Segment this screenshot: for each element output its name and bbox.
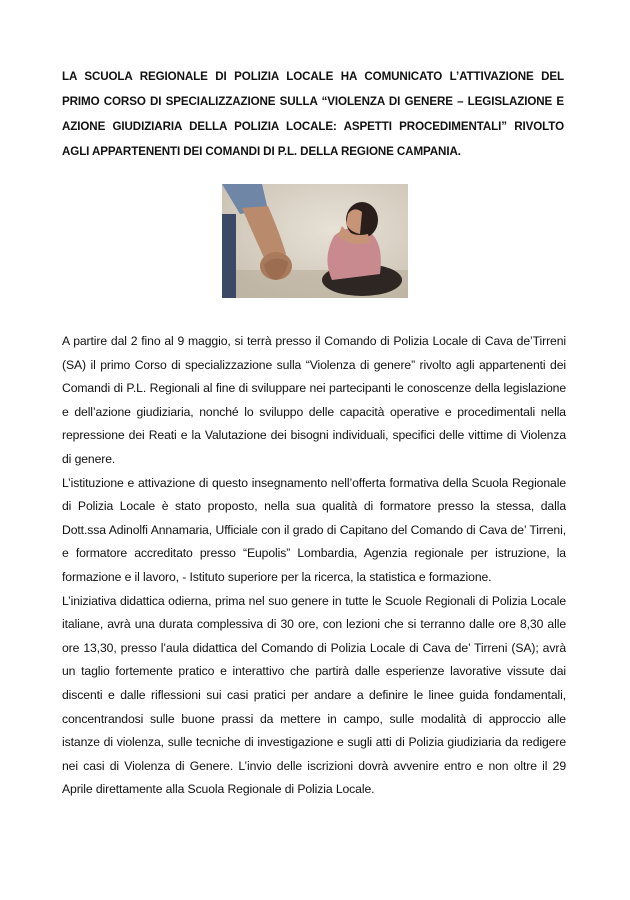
photo-illustration xyxy=(222,184,408,298)
paragraph-1: A partire dal 2 fino al 9 maggio, si terrà presso il Comando di Polizia Locale di Cava de’Tirreni (SA) il primo Corso di specializzazione sulla “Violenza di genere” rivolto agli appartenenti dei Comandi di P.L. Regionali al fine di sviluppare nei partecipanti le conoscenze della legislazione e dell’azione giudiziaria, nonché lo sviluppo delle capacità operative e procedimentali nella repressione dei Reati e la Valutazione dei bisogni individuali, specifici delle vittime di Violenza di genere. xyxy=(62,334,566,466)
headline: LA SCUOLA REGIONALE DI POLIZIA LOCALE HA COMUNICATO L’ATTIVAZIONE DEL PRIMO CORSO DI SPECIALIZZAZIONE SULLA “VIOLENZA DI GENERE – LEGISLAZIONE E AZIONE GIUDIZIARIA DELLA POLIZIA LOCALE: ASPETTI PROCEDIMENTALI” RIVOLTO AGLI APPARTENENTI DEI COMANDI DI P.L. DELLA REGIONE CAMPANIA. xyxy=(62,70,564,158)
paragraph-2: L’istituzione e attivazione di questo insegnamento nell’offerta formativa della Scuola Regionale di Polizia Locale è stato proposto, nella sua qualità di formatore presso la stessa, dalla Dott.ssa Adinolfi Annamaria, Ufficiale con il grado di Capitano del Comando di Cava de’ Tirreni, e formatore accreditato presso “Eupolis” Lombardia, Agenzia regionale per istruzione, la formazione e il lavoro, - Istituto superiore per la ricerca, la statistica e formazione. xyxy=(62,475,566,584)
domestic-violence-photo xyxy=(222,184,408,298)
paragraph-3: L’iniziativa didattica odierna, prima nel suo genere in tutte le Scuole Regionali di Polizia Locale italiane, avrà una durata complessiva di 30 ore, con lezioni che si terranno dalle ore 8,30 alle ore 13,30, presso l’aula didattica del Comando di Polizia Locale di Cava de’ Tirreni (SA); avrà un taglio fortemente pratico e interattivo che partirà dalle esperienze lavorative vissute dai discenti e dalle riflessioni sui casi pratici per andare a definire le linee guida fondamentali, concentrandosi sulle buone prassi da mettere in campo, sulle modalità di approccio alle istanze di violenza, sulle tecniche di investigazione e sugli atti di Polizia giudiziaria da redigere nei casi di Violenza di Genere. L’invio delle iscrizioni dovrà avvenire entro e non oltre il 29 Aprile direttamente alla Scuola Regionale di Polizia Locale. xyxy=(62,593,566,797)
article-body xyxy=(62,330,566,802)
